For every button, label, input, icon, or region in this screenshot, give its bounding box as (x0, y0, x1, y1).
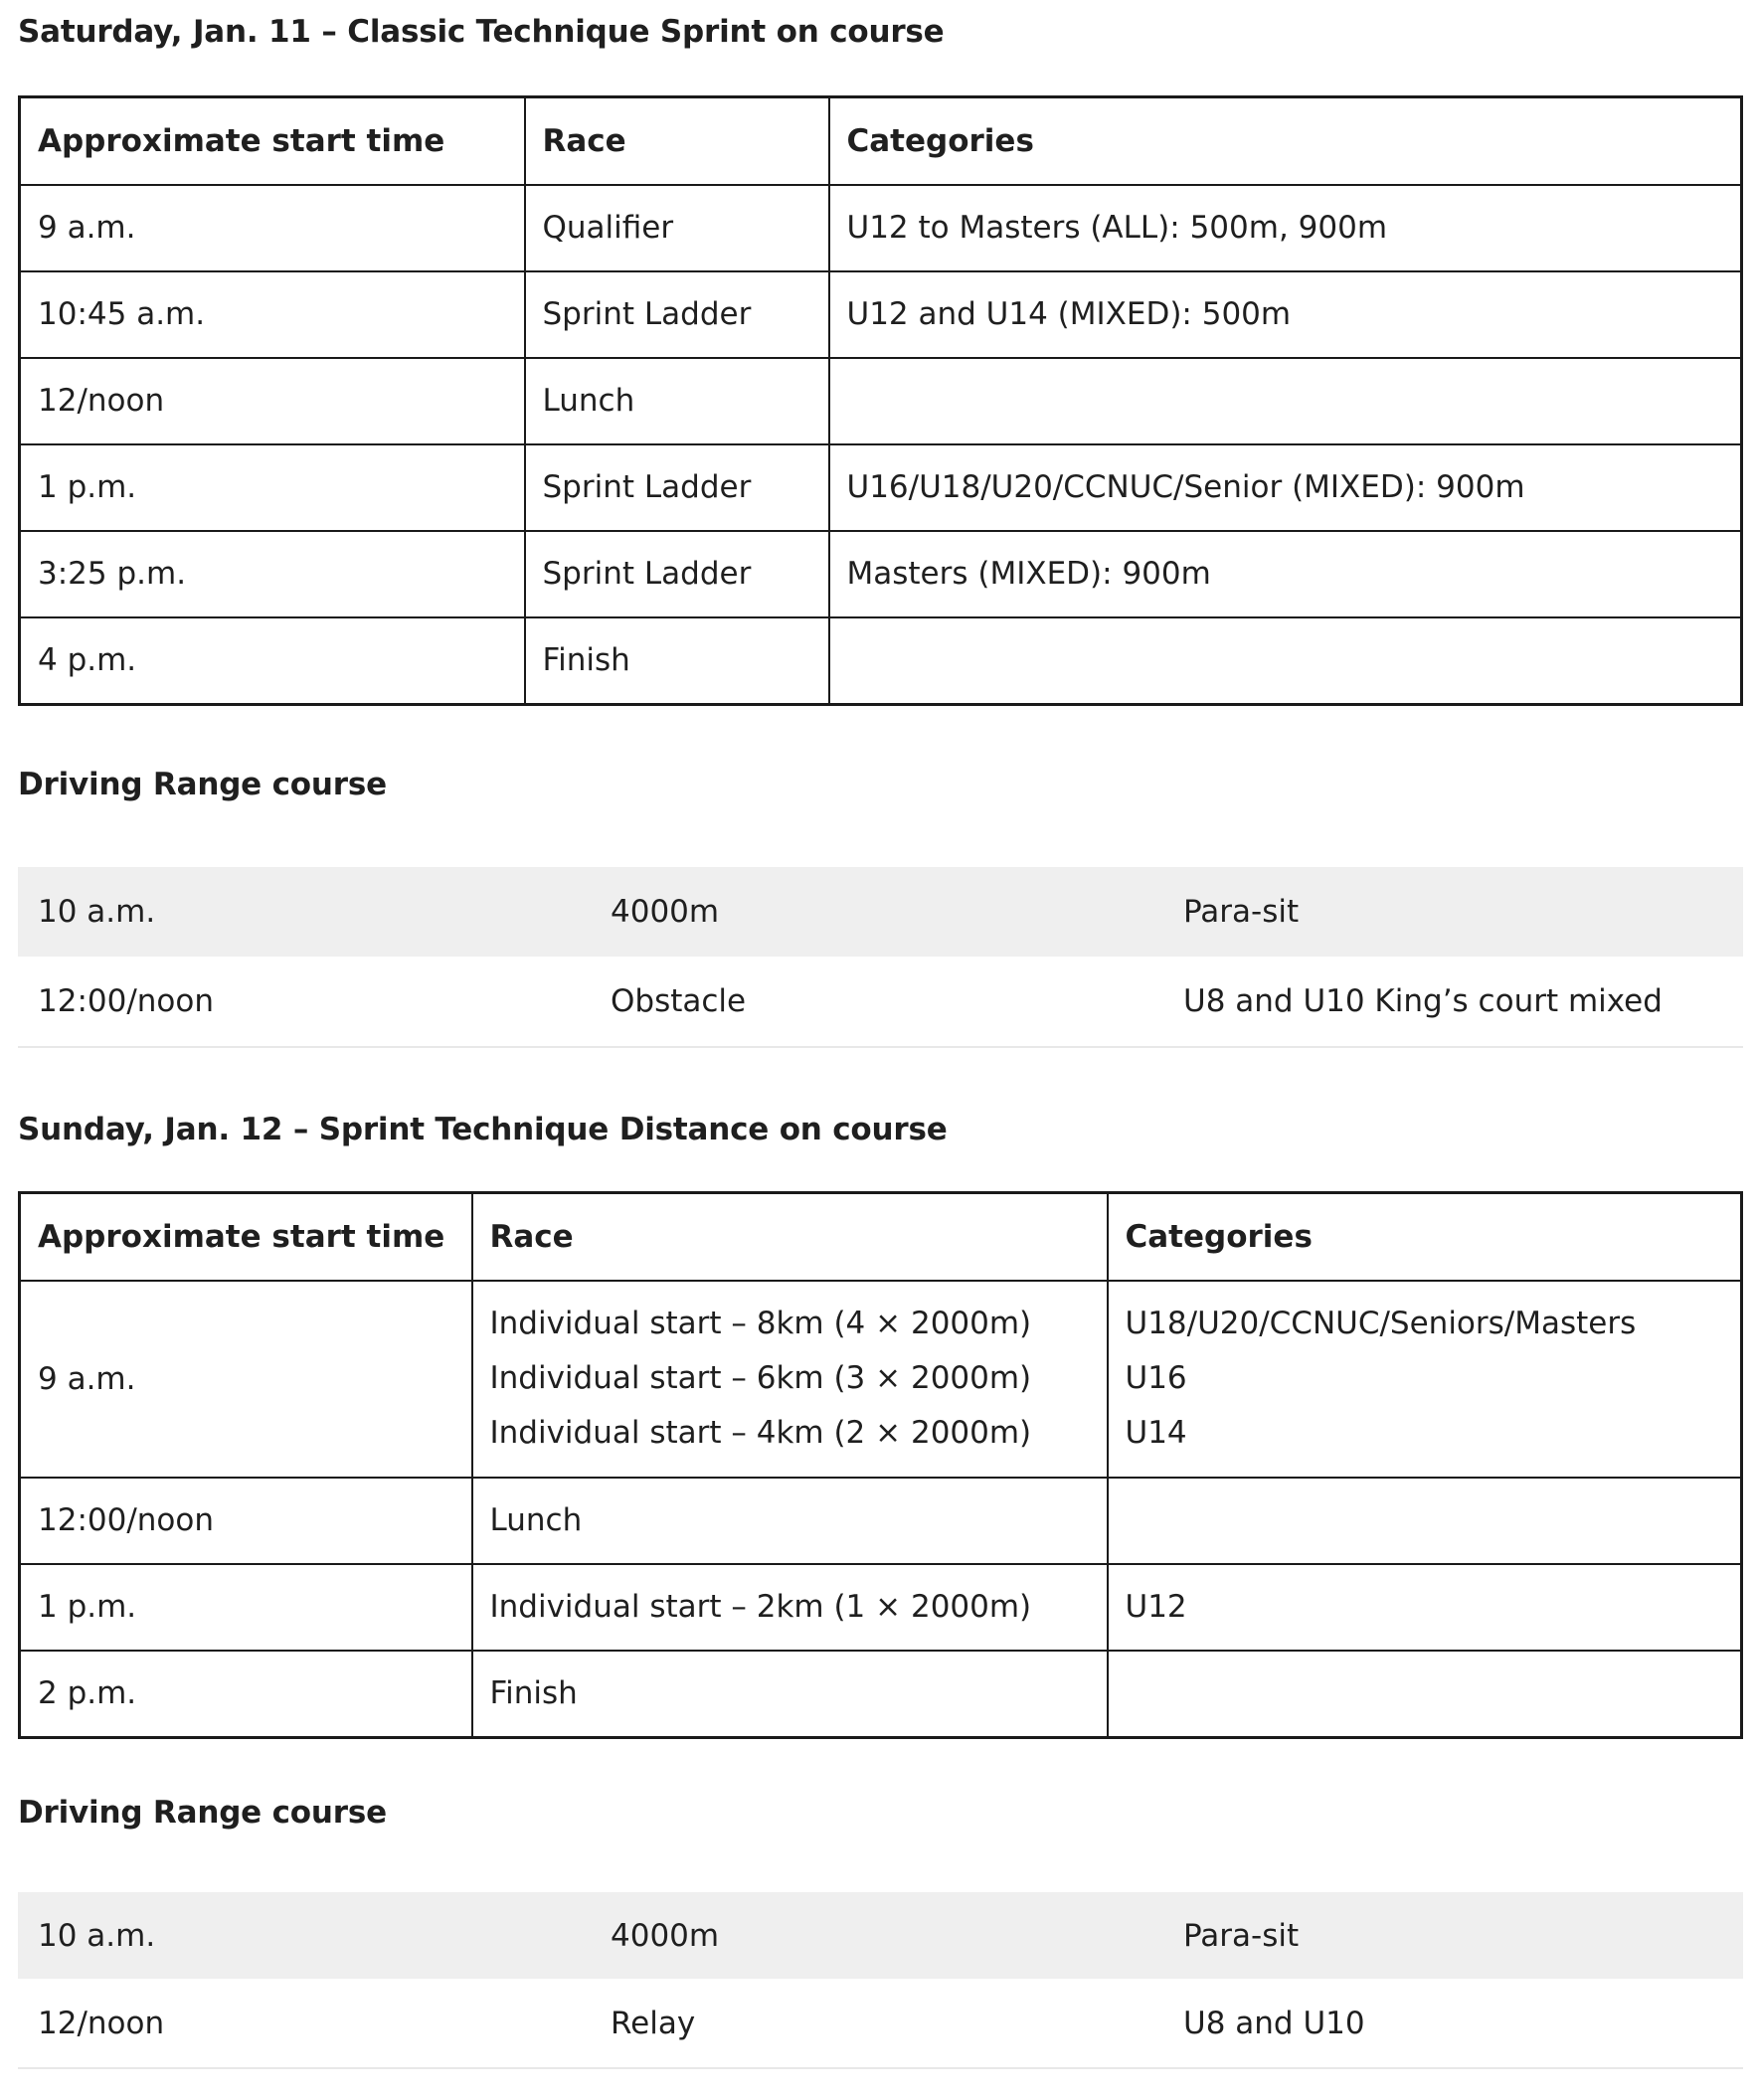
cell-time: 12:00/noon (20, 1478, 472, 1564)
cell-categories: U8 and U10 (1163, 1979, 1743, 2068)
sunday-heading: Sunday, Jan. 12 – Sprint Technique Distance on course (18, 1112, 948, 1147)
cell-race: Lunch (525, 358, 829, 444)
cell-time: 10 a.m. (18, 1892, 591, 1979)
table-row (20, 1564, 1742, 1651)
cell-categories: Para-sit (1163, 867, 1743, 957)
cell-race: Sprint Ladder (525, 531, 829, 617)
cell-time: 1 p.m. (20, 444, 525, 531)
header-categories: Categories (1108, 1193, 1742, 1281)
cell-categories: U8 and U10 King’s court mixed (1163, 957, 1743, 1047)
cell-time: 12:00/noon (18, 957, 591, 1047)
cell-race: Individual start – 2km (1 × 2000m) (472, 1564, 1108, 1651)
cell-categories (1108, 1478, 1742, 1564)
cell-time: 12/noon (18, 1979, 591, 2068)
cell-categories (1108, 1281, 1742, 1478)
cell-races (472, 1281, 1108, 1478)
cell-categories: U12 and U14 (MIXED): 500m (829, 271, 1742, 358)
table-row (20, 531, 1742, 617)
header-categories: Categories (829, 97, 1742, 185)
table-row (18, 1979, 1743, 2068)
category-line: U18/U20/CCNUC/Seniors/Masters (1125, 1306, 1637, 1341)
cell-race: Finish (472, 1651, 1108, 1738)
table-header-row (20, 1193, 1742, 1281)
cell-race: Obstacle (591, 957, 1163, 1047)
cell-race: Lunch (472, 1478, 1108, 1564)
sunday-range-heading: Driving Range course (18, 1795, 387, 1831)
table-row (20, 1651, 1742, 1738)
cell-time: 1 p.m. (20, 1564, 472, 1651)
cell-time: 12/noon (20, 358, 525, 444)
cell-time: 10:45 a.m. (20, 271, 525, 358)
table-header-row (20, 97, 1742, 185)
cell-categories (1108, 1651, 1742, 1738)
cell-categories: U12 (1108, 1564, 1742, 1651)
header-start-time: Approximate start time (20, 1193, 472, 1281)
category-line: U16 (1125, 1360, 1187, 1396)
cell-time: 3:25 p.m. (20, 531, 525, 617)
cell-categories: U16/U18/U20/CCNUC/Senior (MIXED): 900m (829, 444, 1742, 531)
table-row (20, 358, 1742, 444)
header-start-time: Approximate start time (20, 97, 525, 185)
cell-race: Relay (591, 1979, 1163, 2068)
cell-categories: Masters (MIXED): 900m (829, 531, 1742, 617)
header-race: Race (525, 97, 829, 185)
cell-time: 2 p.m. (20, 1651, 472, 1738)
saturday-schedule-table (18, 95, 1743, 706)
table-row (20, 1478, 1742, 1564)
cell-categories (829, 358, 1742, 444)
table-row (20, 444, 1742, 531)
cell-categories: U12 to Masters (ALL): 500m, 900m (829, 185, 1742, 271)
cell-race: Qualifier (525, 185, 829, 271)
race-line: Individual start – 4km (2 × 2000m) (489, 1415, 1032, 1451)
cell-race: Finish (525, 617, 829, 705)
race-line: Individual start – 8km (4 × 2000m) (489, 1306, 1032, 1341)
table-row (20, 1281, 1742, 1478)
table-row (18, 957, 1743, 1047)
cell-time: 9 a.m. (20, 185, 525, 271)
sunday-range-table (18, 1892, 1743, 2069)
cell-race: 4000m (591, 1892, 1163, 1979)
cell-categories: Para-sit (1163, 1892, 1743, 1979)
table-row (20, 271, 1742, 358)
saturday-heading: Saturday, Jan. 11 – Classic Technique Sprint on course (18, 14, 945, 50)
header-race: Race (472, 1193, 1108, 1281)
table-row (20, 617, 1742, 705)
cell-race: Sprint Ladder (525, 271, 829, 358)
saturday-range-heading: Driving Range course (18, 767, 387, 802)
sunday-schedule-table (18, 1191, 1743, 1739)
cell-categories (829, 617, 1742, 705)
cell-time: 4 p.m. (20, 617, 525, 705)
cell-race: Sprint Ladder (525, 444, 829, 531)
table-row (18, 867, 1743, 957)
table-row (18, 1892, 1743, 1979)
cell-time: 10 a.m. (18, 867, 591, 957)
race-line: Individual start – 6km (3 × 2000m) (489, 1360, 1032, 1396)
saturday-range-table (18, 867, 1743, 1048)
cell-race: 4000m (591, 867, 1163, 957)
cell-time: 9 a.m. (20, 1281, 472, 1478)
table-row (20, 185, 1742, 271)
category-line: U14 (1125, 1415, 1187, 1451)
